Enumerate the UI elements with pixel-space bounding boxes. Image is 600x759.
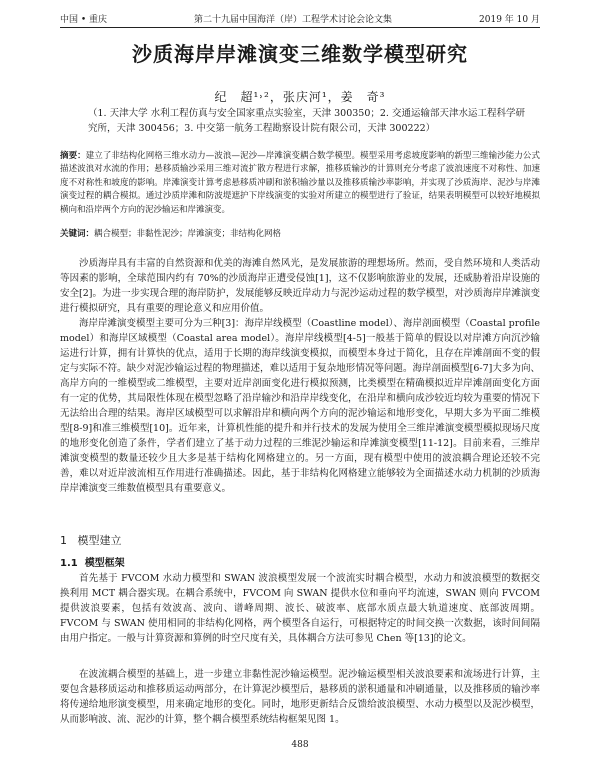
header-left: 中国 • 重庆 xyxy=(60,15,108,25)
section-heading xyxy=(60,532,122,548)
subsection-number: 1.1 xyxy=(60,558,78,569)
intro-paragraph: 沙质海岸具有丰富的自然资源和优美的海滩自然风光，是发展旅游的理想场所。然而，受自然环境和人类活动等因素的影响，全球范围内约有 70%的沙质海岸正遭受侵蚀[1]，这不仅影响旅游业的发展，还威胁着沿岸设施的安全[2]。为进一步实现合理的海岸防护，发展能够反映近岸动力与泥沙运动过程的数学模型，对沙质海岸岸滩演变进行模拟研究，具有重要的理论意义和应用价值。 xyxy=(60,258,540,314)
abstract-label: 摘要： xyxy=(60,151,86,161)
intro-paragraph: 海岸岸滩演变模型主要可分为三种[3]：海岸岸线模型（Coastline model）、海岸剖面模型（Coastal profile model）和海岸区域模型（Coastal area model）。海岸岸线模型[4-5]一般基于简单的假设以对岸滩方向沉沙输运进行计算，拥有计算快的优点，适用于长期的海岸线演变模拟，而模型本身过于简化，且存在岸滩剖面不变的假定与实际不符。缺少对泥沙输运过程的物理描述，难以适用于复杂地形情况等问题。海岸剖面模型[6-7]大多为向、高岸方向的一维模型或二维模型，主要对近岸剖面变化进行模拟预测，比类模型在精确模拟近岸岸滩剖面变化方面有一定的优势，其局限性体现在模型忽略了沿岸输沙和沿岸岸线变化，在沿岸和横向成沙较近均较为重要的情况下无法给出合理的结果。海岸区域模型可以求解沿岸和横向两个方向的泥沙输运和地形变化，早期大多为平面二维模型[8-9]和准三维模型[10]。近年来，计算机性能的提升和并行技术的发展为使用全三维岸滩演变模型模拟现场尺度的地形变化创造了条件，学者们建立了基于动力过程的三维泥沙输运和岸滩演变模型[11-12]。目前来看，三维岸滩演变模型的数量还较少且大多是基于结构化网格建立的。另一方面，现有模型中使用的波浪耦合理论还较不完善，难以对近岸波流相互作用进行准确描述。因此，基于非结构化网格建立能够较为全面描述水动力机制的沙质海岸岸滩演变三维数值模型具有重要意义。 xyxy=(60,318,540,494)
abstract xyxy=(60,150,540,217)
subsection-heading xyxy=(60,554,125,569)
running-header xyxy=(60,12,540,28)
body-paragraph: 在波流耦合模型的基础上，进一步建立非黏性泥沙输运模型。泥沙输运模型相关波浪要素和流场进行计算，主要包含悬移质运动和推移质运动两部分，在计算泥沙模型后，悬移质的淤积通量和冲刷通量，以及推移质的输沙率将传递给地形演变模型，用来确定地形的变化。同时，地形更新结合反馈给波浪模型、水动力模型以及泥沙模型，从而影响波、流、泥沙的计算，整个耦合模型系统结构框架见图 1。 xyxy=(60,669,540,725)
abstract-text: 建立了非结构化网格三维水动力—波浪—泥沙—岸滩演变耦合数学模型。模型采用考虑坡度影响的新型三维输沙能力公式描述波浪对水流的作用；悬移质输沙采用三维对流扩散方程进行求解，推移质输沙的计算则充分考虑了波浪速度不对称性、加速度不对称性和坡度的影响。岸滩演变计算考虑悬移质冲刷和淤积输沙量以及推移质输沙率影响，并实现了沙质海岸、泥沙与岸滩演变过程的耦合模拟。通过沙质岸滩和防波堤遮护下岸线演变的实验对所建立的模型进行了验证，结果表明模型可以较好地模拟横向和沿岸两个方向的泥沙输运和岸滩演变。 xyxy=(60,151,540,215)
subsection-title: 模型框架 xyxy=(84,558,125,569)
keywords-label: 关键词： xyxy=(60,229,95,239)
subsection-body xyxy=(60,571,540,646)
section-title: 模型建立 xyxy=(77,534,122,547)
keywords-text: 耦合模型；非黏性泥沙；岸滩演变；非结构化网格 xyxy=(94,229,282,239)
page-number: 488 xyxy=(291,740,309,750)
subsection-body xyxy=(60,667,540,727)
affiliation: （1. 天津大学 水利工程仿真与安全国家重点实验室，天津 300350；2. 交通运输部天津水运工程科学研究所，天津 300456；3. 中交第一航务工程勘察设计院有限公司，天津 300222） xyxy=(88,108,525,134)
introduction xyxy=(60,256,540,496)
header-center: 第二十九届中国海洋（岸）工程学术讨论会论文集 xyxy=(194,15,393,25)
body-paragraph: 首先基于 FVCOM 水动力模型和 SWAN 波浪模型发展一个波流实时耦合模型，水动力和波浪模型的数据交换利用 MCT 耦合器实现。在耦合系统中，FVCOM 向 SWAN 提供水位和垂向平均流速，SWAN 则向 FVCOM 提供波浪要素，包括有效波高、波向、谱峰周期、波长、破波率、底部水质点最大轨道速度、底部波周期。FVCOM 与 SWAN 使用相同的非结构化网格，两个模型各自运行，可根据特定的时间交换一次数据，该时间间隔由用户指定。一般与计算资源和算例的时空尺度有关，具体耦合方法可参见 Chen 等[13]的论文。 xyxy=(60,573,540,644)
section-number: 1 xyxy=(60,534,67,547)
paper-title: 沙质海岸岸滩演变三维数学模型研究 xyxy=(132,42,468,66)
author-list: 纪 超¹˒²，张庆河¹，姜 奇³ xyxy=(214,90,386,104)
header-right: 2019 年 10 月 xyxy=(479,15,540,25)
keywords xyxy=(60,228,540,241)
